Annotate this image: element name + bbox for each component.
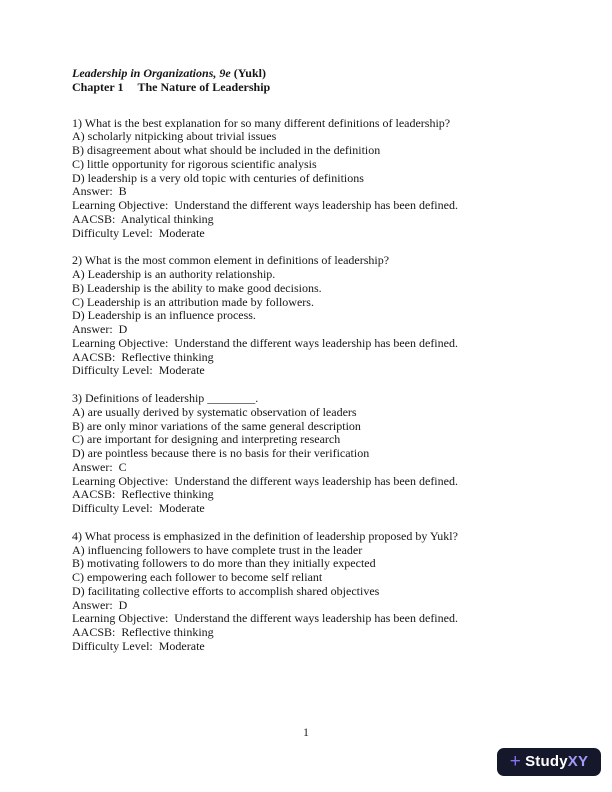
plus-icon: + [509, 750, 522, 772]
aacsb-line: AACSB: Reflective thinking [72, 349, 214, 364]
option-a: A) scholarly nitpicking about trivial issues [72, 129, 277, 144]
option-b: B) motivating followers to do more than they initially expected [72, 556, 376, 571]
question-list [72, 117, 542, 654]
option-c: C) are important for designing and interpreting research [72, 432, 341, 447]
answer-line: Answer: D [72, 597, 128, 612]
document-header [72, 67, 542, 95]
option-b: B) are only minor variations of the same general description [72, 418, 361, 433]
learning-objective-line: Learning Objective: Understand the different ways leadership has been defined. [72, 611, 458, 626]
option-a: A) are usually derived by systematic observation of leaders [72, 404, 357, 419]
option-b: B) Leadership is the ability to make good decisions. [72, 280, 322, 295]
question-block [72, 530, 542, 654]
question-number: 1) [72, 115, 82, 130]
question-block [72, 254, 542, 378]
difficulty-line: Difficulty Level: Moderate [72, 638, 205, 653]
question-text: What is the most common element in definitions of leadership? [84, 253, 390, 268]
option-c: C) Leadership is an attribution made by followers. [72, 294, 314, 309]
question-text-line [72, 530, 542, 544]
aacsb-line: AACSB: Reflective thinking [72, 487, 214, 502]
question-text: What is the best explanation for so many different definitions of leadership? [84, 115, 451, 130]
brand-name-primary: Study [525, 753, 568, 771]
book-title: Leadership in Organizations, 9e [72, 66, 231, 80]
aacsb-line: AACSB: Reflective thinking [72, 625, 214, 639]
option-a: A) Leadership is an authority relationship. [72, 267, 276, 281]
option-a: A) influencing followers to have complete trust in the leader [72, 542, 363, 557]
learning-objective-line: Learning Objective: Understand the different ways leadership has been defined. [72, 473, 458, 488]
question-number: 2) [72, 253, 82, 268]
option-d: D) leadership is a very old topic with centuries of definitions [72, 170, 364, 185]
option-c: C) empowering each follower to become self reliant [72, 570, 323, 584]
learning-objective-line: Learning Objective: Understand the different ways leadership has been defined. [72, 198, 458, 212]
question-number: 3) [72, 391, 82, 405]
chapter-title: The Nature of Leadership [137, 79, 271, 94]
question-number: 4) [72, 528, 82, 543]
answer-line: Answer: B [72, 184, 127, 199]
learning-objective-line: Learning Objective: Understand the different ways leadership has been defined. [72, 335, 458, 350]
option-c: C) little opportunity for rigorous scientific analysis [72, 156, 317, 171]
option-b: B) disagreement about what should be included in the definition [72, 143, 381, 157]
studyxy-badge[interactable] [497, 748, 601, 776]
option-d: D) Leadership is an influence process. [72, 308, 256, 323]
chapter-line [72, 81, 542, 95]
difficulty-line: Difficulty Level: Moderate [72, 501, 205, 515]
question-text: What process is emphasized in the definition of leadership proposed by Yukl? [84, 528, 458, 543]
page-number: 1 [303, 725, 309, 739]
brand-name-secondary: XY [567, 753, 589, 771]
aacsb-line: AACSB: Analytical thinking [72, 211, 214, 226]
difficulty-line: Difficulty Level: Moderate [72, 363, 205, 378]
answer-line: Answer: C [72, 459, 127, 474]
question-text-line [72, 117, 542, 131]
option-d: D) facilitating collective efforts to accomplish shared objectives [72, 583, 380, 598]
question-text-line [72, 392, 542, 406]
book-author: (Yukl) [233, 66, 266, 80]
question-block [72, 117, 542, 241]
option-d: D) are pointless because there is no basis for their verification [72, 446, 370, 460]
question-text: Definitions of leadership ________. [85, 391, 259, 405]
question-block [72, 392, 542, 516]
chapter-label: Chapter 1 [72, 79, 124, 94]
question-text-line [72, 254, 542, 268]
document-content [72, 67, 542, 654]
answer-line: Answer: D [72, 322, 128, 336]
difficulty-line: Difficulty Level: Moderate [72, 225, 205, 240]
book-title-line [72, 67, 542, 81]
